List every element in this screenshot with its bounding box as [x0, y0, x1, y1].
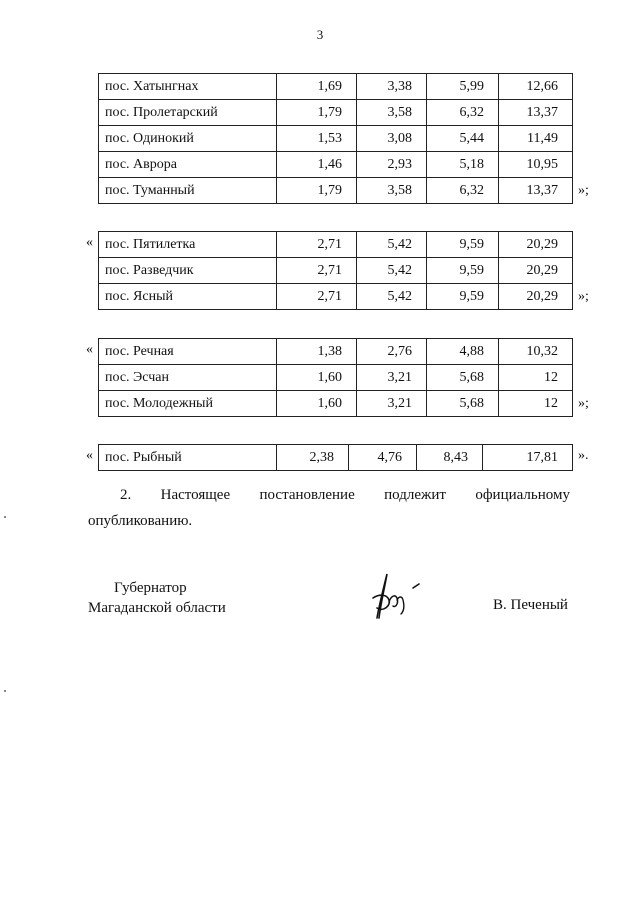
opening-quote: « — [86, 342, 93, 357]
margin-speck — [4, 516, 6, 518]
margin-speck — [4, 690, 6, 692]
rate-value-4: 10,32 — [499, 339, 573, 365]
paragraph-line-1: 2. Настоящее постановление подлежит официальному — [120, 487, 570, 503]
rate-value-2: 3,21 — [357, 365, 427, 391]
closing-quote: »; — [578, 289, 589, 304]
rate-value-4: 13,37 — [499, 100, 573, 126]
rate-value-3: 4,88 — [427, 339, 499, 365]
settlement-name: пос. Пролетарский — [99, 100, 277, 126]
rate-value-3: 5,68 — [427, 391, 499, 417]
closing-quote: »; — [578, 396, 589, 411]
rate-value-4: 20,29 — [499, 232, 573, 258]
rate-value-3: 5,68 — [427, 365, 499, 391]
opening-quote: « — [86, 235, 93, 250]
rate-value-2: 3,38 — [357, 74, 427, 100]
settlement-name: пос. Молодежный — [99, 391, 277, 417]
table-row — [99, 126, 573, 152]
settlement-name: пос. Аврора — [99, 152, 277, 178]
handwritten-signature — [365, 568, 425, 624]
rate-value-1: 1,60 — [277, 365, 357, 391]
rate-value-1: 1,79 — [277, 100, 357, 126]
settlement-name: пос. Пятилетка — [99, 232, 277, 258]
resolution-paragraph — [88, 482, 570, 534]
rates-table-1 — [98, 73, 573, 204]
table-row — [99, 258, 573, 284]
rate-value-3: 9,59 — [427, 284, 499, 310]
rate-value-3: 6,32 — [427, 100, 499, 126]
table-row — [99, 284, 573, 310]
table-row — [99, 232, 573, 258]
rate-value-2: 5,42 — [357, 232, 427, 258]
settlement-name: пос. Рыбный — [99, 445, 277, 471]
rate-value-2: 3,58 — [357, 100, 427, 126]
rate-value-4: 13,37 — [499, 178, 573, 204]
rate-value-2: 3,08 — [357, 126, 427, 152]
rate-value-1: 1,60 — [277, 391, 357, 417]
rate-value-2: 5,42 — [357, 284, 427, 310]
rate-value-1: 2,71 — [277, 258, 357, 284]
rate-value-3: 5,44 — [427, 126, 499, 152]
rate-value-1: 1,53 — [277, 126, 357, 152]
rate-value-4: 10,95 — [499, 152, 573, 178]
opening-quote: « — [86, 448, 93, 463]
closing-quote: ». — [578, 448, 589, 463]
rate-value-2: 3,58 — [357, 178, 427, 204]
rate-value-1: 1,69 — [277, 74, 357, 100]
rate-value-1: 1,79 — [277, 178, 357, 204]
rate-value-3: 6,32 — [427, 178, 499, 204]
table-row — [99, 445, 573, 471]
rate-value-3: 5,99 — [427, 74, 499, 100]
rate-value-1: 1,38 — [277, 339, 357, 365]
settlement-name: пос. Речная — [99, 339, 277, 365]
rate-value-1: 2,38 — [277, 445, 349, 471]
rate-value-1: 2,71 — [277, 232, 357, 258]
signatory-name: В. Печеный — [493, 597, 568, 613]
rate-value-3: 9,59 — [427, 232, 499, 258]
paragraph-line-2: опубликованию. — [88, 513, 193, 529]
rate-value-3: 5,18 — [427, 152, 499, 178]
table-row — [99, 178, 573, 204]
table-row — [99, 339, 573, 365]
rate-value-2: 5,42 — [357, 258, 427, 284]
rate-value-3: 9,59 — [427, 258, 499, 284]
rate-value-4: 11,49 — [499, 126, 573, 152]
page-number: 3 — [316, 27, 324, 42]
signatory-title-line-1: Губернатор — [114, 580, 187, 596]
rate-value-2: 4,76 — [349, 445, 417, 471]
settlement-name: пос. Туманный — [99, 178, 277, 204]
table-row — [99, 391, 573, 417]
rate-value-1: 1,46 — [277, 152, 357, 178]
rate-value-4: 20,29 — [499, 258, 573, 284]
rates-table-4 — [98, 444, 573, 471]
settlement-name: пос. Ясный — [99, 284, 277, 310]
table-row — [99, 365, 573, 391]
signatory-title-line-2: Магаданской области — [88, 600, 226, 616]
rate-value-3: 8,43 — [417, 445, 483, 471]
settlement-name: пос. Разведчик — [99, 258, 277, 284]
closing-quote: »; — [578, 183, 589, 198]
settlement-name: пос. Эсчан — [99, 365, 277, 391]
rate-value-1: 2,71 — [277, 284, 357, 310]
rate-value-2: 2,93 — [357, 152, 427, 178]
signatory-title — [88, 578, 226, 618]
settlement-name: пос. Одинокий — [99, 126, 277, 152]
rate-value-4: 12,66 — [499, 74, 573, 100]
table-row — [99, 152, 573, 178]
rate-value-2: 3,21 — [357, 391, 427, 417]
rates-table-2 — [98, 231, 573, 310]
settlement-name: пос. Хатынгнах — [99, 74, 277, 100]
rate-value-4: 17,81 — [483, 445, 573, 471]
table-row — [99, 74, 573, 100]
rates-table-3 — [98, 338, 573, 417]
rate-value-4: 12 — [499, 365, 573, 391]
rate-value-4: 12 — [499, 391, 573, 417]
table-row — [99, 100, 573, 126]
rate-value-4: 20,29 — [499, 284, 573, 310]
rate-value-2: 2,76 — [357, 339, 427, 365]
